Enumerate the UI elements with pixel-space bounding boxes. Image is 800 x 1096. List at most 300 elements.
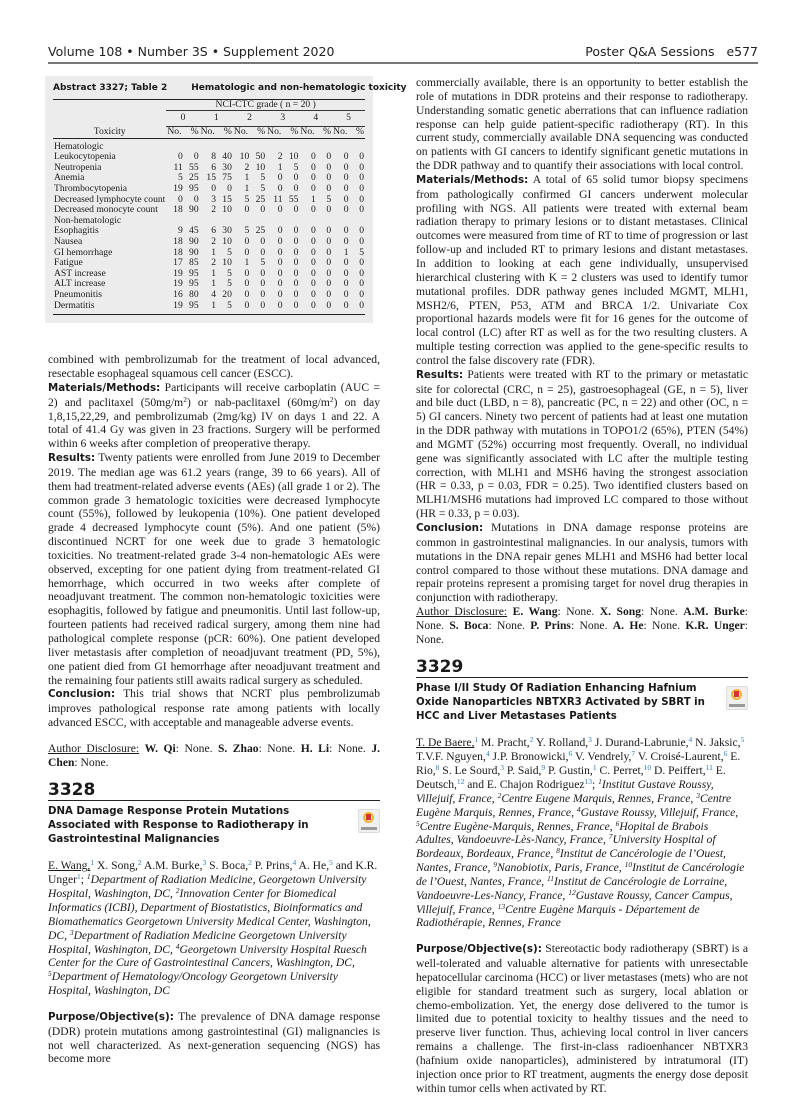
table-cell-value: 0: [260, 246, 266, 258]
toxicity-table-box: [45, 76, 407, 323]
table-cell-value: 0: [293, 267, 299, 279]
table-cell-value: 5: [260, 172, 266, 184]
table-cell-value: 10: [239, 151, 250, 163]
affiliation-number: 3: [696, 790, 700, 800]
table-cell-value: 19: [173, 183, 183, 194]
table-cell-value: 6: [211, 161, 216, 173]
table-header-pct: %: [317, 127, 332, 139]
disclosure-status: : None.: [641, 605, 684, 619]
author-affiliation-ref: 4: [292, 858, 297, 868]
table-row: [53, 248, 365, 259]
disclosure-status: : None.: [329, 741, 372, 755]
table-cell-value: 18: [173, 204, 183, 216]
table-cell-value: 0: [260, 278, 266, 290]
table-cell-value: 0: [311, 204, 316, 216]
table-cell-value: 0: [293, 278, 299, 290]
table-cell-value: 0: [293, 183, 299, 194]
table-cell-value: 0: [359, 183, 364, 194]
table-cell-value: 10: [288, 151, 299, 163]
table-cell-value: 95: [189, 299, 199, 311]
table-cell-value: 0: [311, 235, 316, 247]
table-cell-value: 0: [311, 267, 316, 279]
abs3327-disclosure: [48, 742, 380, 770]
affiliation-number: 11: [547, 873, 554, 883]
abs3329-authors: [416, 736, 748, 930]
table-cell-value: 0: [359, 299, 364, 311]
separator: ;: [592, 777, 599, 791]
table-cell-value: 0: [244, 204, 250, 216]
table-row: [53, 290, 365, 301]
table-cell-value: 0: [211, 183, 216, 194]
table-cell-value: 0: [293, 288, 299, 300]
affiliation-number: 5: [416, 818, 420, 828]
affiliation-number: 4: [576, 804, 581, 814]
table-cell-value: 0: [311, 257, 316, 269]
table-cell-value: 0: [359, 161, 364, 173]
table-cell-value: 5: [326, 193, 332, 205]
author-name: E. Rio,: [416, 750, 741, 778]
table-section-title: Hematologic: [54, 140, 104, 152]
author-name: A. He,: [296, 859, 330, 873]
table-cell-value: 0: [244, 235, 250, 247]
table-cell-value: 55: [189, 161, 199, 173]
affiliation-text: Department of Hematology/Oncology Georgetown University Hospital, Washington, DC: [48, 970, 338, 998]
purpose-label: Purpose/Objective(s):: [416, 943, 542, 956]
table-cell-value: 10: [222, 257, 232, 269]
table-cell-value: 0: [343, 257, 349, 269]
affiliation-text: Centre Eugène Marquis, Rennes, France,: [416, 791, 732, 819]
abs3328-conclusion: Conclusion: Mutations in DNA damage response proteins are common in gastrointestinal malignancies. In our analysis, tumors with mutations in the DNA repair genes MLH1 and MSH6 had better local control compared to those without these mutations. DNA damage and repair proteins represent a promising target for novel drug therapies in conjunction with radiotherapy.: [416, 521, 748, 605]
table-header-no: No.: [332, 127, 349, 139]
table-cell-value: 95: [189, 183, 199, 194]
table-cell-value: 0: [244, 278, 250, 290]
presenting-author: T. De Baere,: [416, 736, 475, 750]
affiliation-text: Georgetown University Hospital Ruesch Center for the Cure of Gastrointestinal Cancers, Washington, DC,: [48, 942, 367, 970]
affiliation-text: Institut de Cancérologie de l’Ouest, Nantes, France,: [416, 847, 726, 875]
table-cell-value: 9: [177, 225, 183, 237]
author-affiliation-ref: 1: [76, 872, 81, 882]
table-header-group: NCI-CTC grade ( n = 20 ): [166, 100, 365, 111]
table-cell-toxicity: ALT increase: [54, 278, 106, 290]
table-cell-value: 90: [189, 246, 199, 258]
table-cell-value: 10: [222, 204, 232, 216]
table-cell-value: 5: [227, 278, 232, 290]
affiliation-number: 10: [624, 860, 633, 870]
table-header-pct: %: [250, 127, 266, 139]
disclosure-author: S. Zhao: [217, 741, 259, 755]
table-cell-value: 0: [343, 267, 349, 279]
table-cell-value: 0: [359, 204, 364, 216]
abs3328-results: Results: Patients were treated with RT to the primary or metastatic site for colorectal (CRC, n = 25), gastroesophageal (GE, n = 5), liver and bile duct (LBD, n = 8), pancreatic (PC, n = 22) and other (OC, n = 5) GI cancers. Ninety two percent of patients had at least one mutation in the DDR pathway with mutations in TOPO1/2 (65%), PTEN (54%) and MGMT (52%) occurring most frequently. Overall, no individual gene was significantly associated with LC after the multiple testing correction, with MLH1 and MSH6 having the strongest association (HR = 0.33, p = 0.03, FDR = 0.25). Two identified clusters based on MLH1/MSH6 mutations had improved LC compared to those without (HR = 0.33, p = 0.03).: [416, 367, 748, 521]
table-cell-value: 0: [277, 267, 283, 279]
disclosure-label: Author Disclosure:: [416, 605, 508, 619]
table-cell-value: 0: [277, 235, 283, 247]
table-row: [53, 237, 365, 248]
table-cell-value: 5: [260, 257, 266, 269]
affiliation-number: 13: [497, 901, 506, 911]
table-cell-value: 0: [311, 183, 316, 194]
table-cell-value: 0: [343, 151, 349, 163]
disclosure-author: X. Song: [599, 605, 642, 619]
affiliation-number: 6: [615, 818, 620, 828]
affiliation-number: 7: [608, 832, 613, 842]
author-name: S. Le Sourd,: [439, 764, 501, 778]
toxicity-table: [53, 100, 365, 311]
table-cell-value: 0: [343, 299, 349, 311]
table-cell-value: 0: [326, 299, 332, 311]
table-caption-label: Abstract 3327; Table 2: [53, 83, 168, 93]
table-cell-value: 30: [222, 225, 232, 237]
table-cell-value: 2: [211, 204, 216, 216]
table-cell-value: 5: [177, 172, 183, 184]
table-cell-value: 0: [293, 204, 299, 216]
abs3329-purpose: Purpose/Objective(s): Stereotactic body radiotherapy (SBRT) is a well-tolerated and valuable alternative for patients with unresectable hepatocellular carcinoma (HCC) or liver metastases (mets) who are not eligible for standard treatment such as surgery, local ablation or chemo-embolization. Yet, the energy dose delivered to the tumor is limited due to potential toxicity to healthy tissues and the need to preserve liver function. Thus, achieving local control in liver cancers remains a challenge. The first-in-class radioenhancer NBTXR3 (hafnium oxide nanoparticles), administered by intratumoral (IT) injection once prior to RT treatment, augments the energy dose deposit within tumor cells when activated by RT.: [416, 942, 748, 1095]
affiliation-number: 9: [493, 860, 498, 870]
table-cell-value: 0: [293, 235, 299, 247]
author-name: Y. Rolland,: [533, 736, 589, 750]
author-affiliation-ref: 5: [329, 858, 333, 868]
table-cell-value: 0: [359, 257, 364, 269]
abstract-number-3329: 3329: [416, 661, 748, 679]
table-cell-value: 2: [211, 235, 216, 247]
results-label: Results:: [48, 452, 96, 465]
results-label: Results:: [416, 368, 464, 381]
table-cell-value: 0: [277, 278, 283, 290]
table-cell-value: 8: [211, 151, 216, 163]
table-cell-value: 0: [343, 225, 349, 237]
abs3328-disclosure: [416, 605, 748, 647]
table-cell-toxicity: AST increase: [54, 267, 106, 279]
table-cell-value: 0: [244, 288, 250, 300]
table-cell-toxicity: Thrombocytopenia: [54, 183, 127, 194]
table-header-blank: [53, 111, 166, 127]
affiliation-number: 4: [175, 941, 180, 951]
table-cell-toxicity: Decreased monocyte count: [54, 204, 158, 216]
table-cell-value: 0: [193, 151, 199, 163]
affiliation-text: Gustave Roussy, Villejuif, France,: [580, 805, 739, 819]
table-cell-value: 19: [173, 267, 183, 279]
table-cell-value: 50: [255, 151, 266, 163]
table-cell-value: 3: [211, 193, 216, 205]
table-cell-value: 0: [343, 193, 349, 205]
affiliation-number: 2: [497, 790, 502, 800]
table-cell-value: 1: [211, 299, 216, 311]
table-cell-toxicity: Dermatitis: [54, 299, 95, 311]
table-cell-value: 5: [227, 246, 232, 258]
table-cell-value: 0: [244, 246, 250, 258]
table-cell-value: 11: [273, 193, 283, 205]
table-row: [53, 226, 365, 237]
author-name: N. Jaksic,: [692, 736, 741, 750]
disclosure-author: A.M. Burke: [683, 605, 745, 619]
author-name: V. Vendrely,: [572, 750, 632, 764]
table-cell-value: 0: [359, 172, 364, 184]
table-header-pct: %: [217, 127, 233, 139]
table-cell-value: 1: [244, 257, 250, 269]
author-affiliation-ref: 13: [584, 776, 592, 786]
table-cell-value: 5: [244, 193, 250, 205]
table-header-no: No.: [299, 127, 316, 139]
table-cell-value: 0: [326, 161, 332, 173]
table-cell-value: 0: [311, 278, 316, 290]
table-section-row: [53, 138, 365, 152]
table-cell-value: 0: [277, 246, 283, 258]
disclosure-status: : None.: [643, 618, 686, 632]
table-header-pct: %: [284, 127, 300, 139]
table-cell-value: 10: [222, 235, 232, 247]
table-cell-value: 0: [311, 246, 316, 258]
table-cell-value: 0: [277, 172, 283, 184]
conclusion-label: Conclusion:: [416, 522, 484, 534]
affiliation-number: 12: [568, 887, 576, 897]
table-header-toxicity: Toxicity: [53, 127, 166, 139]
author-affiliation-ref: 5: [740, 735, 745, 745]
disclosure-author: E. Wang: [512, 605, 558, 619]
author-affiliation-ref: 9: [541, 763, 546, 773]
abstract-title-3329: Phase I/II Study Of Radiation Enhancing Hafnium Oxide Nanoparticles NBTXR3 Activated by SBRT in HCC and Liver Metastases Patients: [416, 682, 748, 724]
table-cell-toxicity: Esophagitis: [54, 225, 99, 237]
affiliation-text: Institut Gustave Roussy, Villejuif, France,: [416, 777, 714, 805]
table-cell-toxicity: GI hemorrhage: [54, 246, 113, 258]
affiliation-number: 3: [69, 927, 74, 937]
presenting-author: E. Wang,: [48, 859, 91, 873]
table-cell-value: 0: [293, 246, 299, 258]
table-cell-value: 95: [189, 267, 199, 279]
table-cell-value: 0: [343, 172, 349, 184]
table-cell-value: 0: [326, 183, 332, 194]
author-affiliation-ref: 1: [592, 763, 597, 773]
affiliation-text: Hopital de Brabois Adultes, Vandoeuvre-Lès-Nancy, France,: [416, 819, 709, 847]
section-page: Poster Q&A Sessions e577: [585, 44, 758, 59]
disclosure-author: A. He: [612, 618, 644, 632]
table-cell-value: 20: [222, 288, 232, 300]
table-cell-value: 10: [255, 161, 266, 173]
table-cell-toxicity: Pneumonitis: [54, 288, 102, 300]
author-name: S. Boca,: [206, 859, 249, 873]
disclosure-author: K.R. Unger: [685, 618, 745, 632]
table-cell-value: 17: [173, 257, 183, 269]
table-cell-value: 0: [326, 288, 332, 300]
table-cell-value: 0: [311, 288, 316, 300]
purpose-label: Purpose/Objective(s):: [48, 1010, 174, 1023]
author-name: P. Gustin,: [545, 764, 593, 778]
table-cell-value: 16: [173, 288, 183, 300]
disclosure-status: : None.: [175, 741, 218, 755]
table-cell-value: 19: [173, 278, 183, 290]
running-header: [48, 42, 758, 64]
table-cell-value: 1: [311, 193, 316, 205]
table-cell-value: 1: [343, 246, 349, 258]
table-cell-value: 5: [227, 267, 232, 279]
author-affiliation-ref: 1: [474, 735, 479, 745]
left-column: [48, 76, 407, 1066]
author-affiliation-ref: 4: [688, 735, 693, 745]
abs3327-intro: combined with pembrolizumab for the treatment of local advanced, resectable esophageal squamous cell cancer (ESCC).: [48, 353, 380, 380]
table-cell-value: 90: [189, 235, 199, 247]
author-name: A.M. Burke,: [141, 859, 203, 873]
table-cell-value: 0: [260, 235, 266, 247]
author-name: D. Peiffert,: [651, 764, 706, 778]
journal-issue: Volume 108 • Number 3S • Supplement 2020: [48, 44, 335, 59]
author-affiliation-ref: 2: [529, 735, 534, 745]
table-cell-value: 0: [293, 299, 299, 311]
table-header-pct: %: [350, 127, 365, 139]
author-name: P. Said,: [504, 764, 542, 778]
author-affiliation-ref: 4: [485, 749, 490, 759]
table-cell-value: 90: [189, 204, 199, 216]
table-cell-value: 5: [359, 246, 364, 258]
affiliation-text: Institut de Cancérologie de Lorraine, Vandoeuvre-Les-Nancy, France,: [416, 874, 728, 902]
table-cell-value: 0: [311, 172, 316, 184]
abs3328-authors: [48, 859, 380, 997]
table-cell-value: 0: [359, 235, 364, 247]
table-cell-value: 0: [177, 193, 183, 205]
disclosure-label: Author Disclosure:: [48, 741, 140, 755]
author-name: V. Croisé-Laurent,: [635, 750, 724, 764]
table-header-grade-row: [53, 111, 365, 127]
table-header-grade: 1: [200, 111, 233, 127]
table-header-grade: 4: [299, 111, 332, 127]
table-cell-value: 0: [277, 257, 283, 269]
table-cell-value: 18: [173, 235, 183, 247]
table-cell-value: 0: [293, 172, 299, 184]
affiliation-text: Institut de Cancérologie de l’Ouest, Nantes, France,: [416, 861, 745, 888]
table-cell-value: 85: [189, 257, 199, 269]
author-name: and K.R. Unger: [48, 859, 378, 887]
table-cell-value: 1: [211, 267, 216, 279]
author-affiliation-ref: 11: [705, 763, 713, 773]
author-affiliation-ref: 3: [202, 858, 207, 868]
table-cell-value: 0: [260, 288, 266, 300]
affiliation-text: Nanobiotix, Paris, France,: [497, 861, 625, 875]
table-cell-value: 0: [311, 151, 316, 163]
table-cell-value: 0: [293, 225, 299, 237]
disclosure-status: : None.: [416, 605, 748, 632]
table-cell-value: 2: [277, 151, 283, 163]
table-cell-value: 0: [244, 267, 250, 279]
table-end-rule: [53, 314, 365, 315]
author-affiliation-ref: 3: [588, 735, 592, 745]
table-cell-value: 1: [277, 161, 283, 173]
conclusion-label: Conclusion:: [48, 688, 116, 701]
table-cell-value: 1: [244, 172, 250, 184]
table-cell-value: 0: [343, 161, 349, 173]
table-cell-value: 2: [211, 257, 216, 269]
table-cell-value: 0: [343, 204, 349, 216]
table-cell-value: 0: [326, 278, 332, 290]
table-cell-toxicity: Fatigue: [54, 257, 83, 269]
affiliation-text: Innovation Center for Biomedical Informatics (ICBI), Department of Biostatistics, Bioinformatics and Biomathematics Georgetown University Medical Center, Washington, DC,: [48, 887, 371, 942]
right-column: [416, 76, 748, 1096]
table-cell-value: 0: [277, 183, 283, 194]
affiliation-text: University Hospital of Bordeaux, Bordeaux, France,: [416, 833, 716, 861]
disclosure-status: : None.: [570, 618, 613, 632]
table-cell-value: 25: [189, 172, 199, 184]
table-cell-value: 5: [260, 183, 266, 194]
table-cell-value: 25: [255, 225, 266, 237]
table-cell-value: 0: [260, 299, 266, 311]
table-cell-value: 0: [326, 235, 332, 247]
check-for-updates-icon[interactable]: [358, 809, 380, 833]
table-cell-value: 15: [206, 172, 216, 184]
author-affiliation-ref: 8: [435, 763, 440, 773]
table-caption: [53, 82, 407, 100]
table-cell-value: 0: [193, 193, 199, 205]
affiliation-number: 1: [598, 776, 602, 786]
table-cell-value: 1: [211, 278, 216, 290]
abs3328-purpose-continued: commercially available, there is an opportunity to better establish the role of mutations in DDR proteins and their response to radiotherapy. Understanding somatic genetic aberrations that can influence radiation response can help guide patient-specific radiotherapy (RT). In this current study, commercially available DNA sequencing was conducted on patients with GI cancers to identify significant genetic mutations in the DDR pathway and to quantify their associations with local control.: [416, 76, 748, 173]
table-cell-value: 0: [326, 267, 332, 279]
author-name: J. Durand-Labrunie,: [591, 736, 689, 750]
table-cell-value: 0: [359, 267, 364, 279]
affiliation-text: Centre Eugene Marquis, Rennes, France,: [501, 791, 697, 805]
methods-label: Materials/Methods:: [416, 173, 529, 186]
table-cell-toxicity: Decreased lymphocyte count: [54, 193, 166, 205]
table-cell-value: 0: [326, 172, 332, 184]
table-cell-value: 30: [222, 161, 232, 173]
table-header-group-row: [53, 100, 365, 111]
table-cell-value: 1: [244, 183, 250, 194]
methods-label: Materials/Methods:: [48, 381, 161, 394]
affiliation-text: Centre Eugène Marquis - Département de Radiothérapie, Rennes, France: [416, 902, 700, 930]
author-affiliation-ref: 6: [723, 749, 728, 759]
table-row: [53, 301, 365, 312]
affiliation-text: Gustave Roussy, Cancer Campus, Villejuif, France,: [416, 888, 733, 916]
table-cell-value: 0: [277, 225, 283, 237]
table-cell-value: 19: [173, 299, 183, 311]
table-cell-value: 6: [211, 225, 216, 237]
author-affiliation-ref: 2: [248, 858, 252, 868]
table-cell-value: 40: [222, 151, 232, 163]
table-cell-value: 0: [343, 288, 349, 300]
table-cell-value: 15: [222, 193, 232, 205]
table-header-no: No.: [266, 127, 283, 139]
table-cell-value: 0: [244, 299, 250, 311]
affiliation-text: Department of Radiation Medicine, Georgetown University Hospital, Washington, DC,: [48, 873, 367, 901]
table-header-no: No.: [233, 127, 250, 139]
table-section-row: [53, 216, 365, 227]
affiliation-number: 1: [86, 872, 91, 882]
table-cell-value: 0: [311, 225, 316, 237]
abs3327-methods: Materials/Methods: Participants will receive carboplatin (AUC = 2) and paclitaxel $(50mg/m^2)$ or nab-paclitaxel $(60mg/m^2)$ on day 1,8,15,22,29, and pembrolizumab (2mg/kg) IV on days 1 and 22. A total of 41.4 Gy was given in 23 fractions. Surgery will be performed within 6 weeks after completion of preoperative therapy.: [48, 380, 380, 451]
table-cell-value: 0: [177, 151, 183, 163]
abs3328-purpose: Purpose/Objective(s): The prevalence of DNA damage response (DDR) protein mutations among gastrointestinal (GI) malignancies is not well characterized. As next-generation sequencing (NGS) has become more: [48, 1009, 380, 1066]
author-affiliation-ref: 12: [456, 776, 465, 786]
table-cell-value: 0: [326, 151, 332, 163]
author-name: T.V.F. Nguyen,: [416, 750, 486, 764]
table-cell-value: 45: [189, 225, 199, 237]
check-for-updates-icon[interactable]: [726, 686, 748, 710]
table-cell-value: 0: [359, 278, 364, 290]
table-header-blank: [53, 100, 166, 111]
table-cell-value: 0: [277, 299, 283, 311]
table-cell-value: 11: [173, 161, 183, 173]
affiliation-text: Centre Eugène-Marquis, Rennes, France,: [419, 819, 616, 833]
author-affiliation-ref: 3: [500, 763, 505, 773]
author-affiliation-ref: 10: [643, 763, 652, 773]
table-section-title: Non-hematologic: [54, 214, 122, 226]
table-cell-value: 0: [227, 183, 232, 194]
table-cell-toxicity: Nausea: [54, 235, 83, 247]
disclosure-author: J. Chen: [48, 741, 381, 769]
abs3327-results: Results: Twenty patients were enrolled from June 2019 to December 2019. The median age was 61.2 years (range, 39 to 66 years). All of them had treatment-related adverse events (AEs) (all grade 1 or 2). The common grade 3 hematologic toxicities were decreased lymphocyte count (55%), followed by leukopenia (10%). One patient developed grade 4 decreased lymphocyte count (5%). And one patient (5%) discontinued NCRT for one week due to grade 3 hematologic toxicities. No treatment-related grade 3-4 non-hematologic AEs were observed, excepting for one patient dying from treatment-related GI hemorrhage, which occurred in two weeks after complete of neoadjuvant treatment. The common non-hematologic toxicities were esophagitis, followed by fatigue and pneumonitis. Until last follow-up, fourteen patients had received radical surgery, among them nine had pathological complete response (pCR: 60%). One patient developed liver metastasis after completion of neoadjuvant treatment (PD, 5%), one patient died from GI hemorrhage after neoadjuvant treatment and the remaining four patients still awaits radical surgery as scheduled.: [48, 451, 380, 687]
table-cell-value: 0: [293, 257, 299, 269]
table-cell-value: 55: [288, 193, 299, 205]
table-cell-value: 4: [211, 288, 216, 300]
author-name: P. Prins,: [251, 859, 293, 873]
table-header-pct: %: [184, 127, 200, 139]
table-header-grade: 2: [233, 111, 266, 127]
